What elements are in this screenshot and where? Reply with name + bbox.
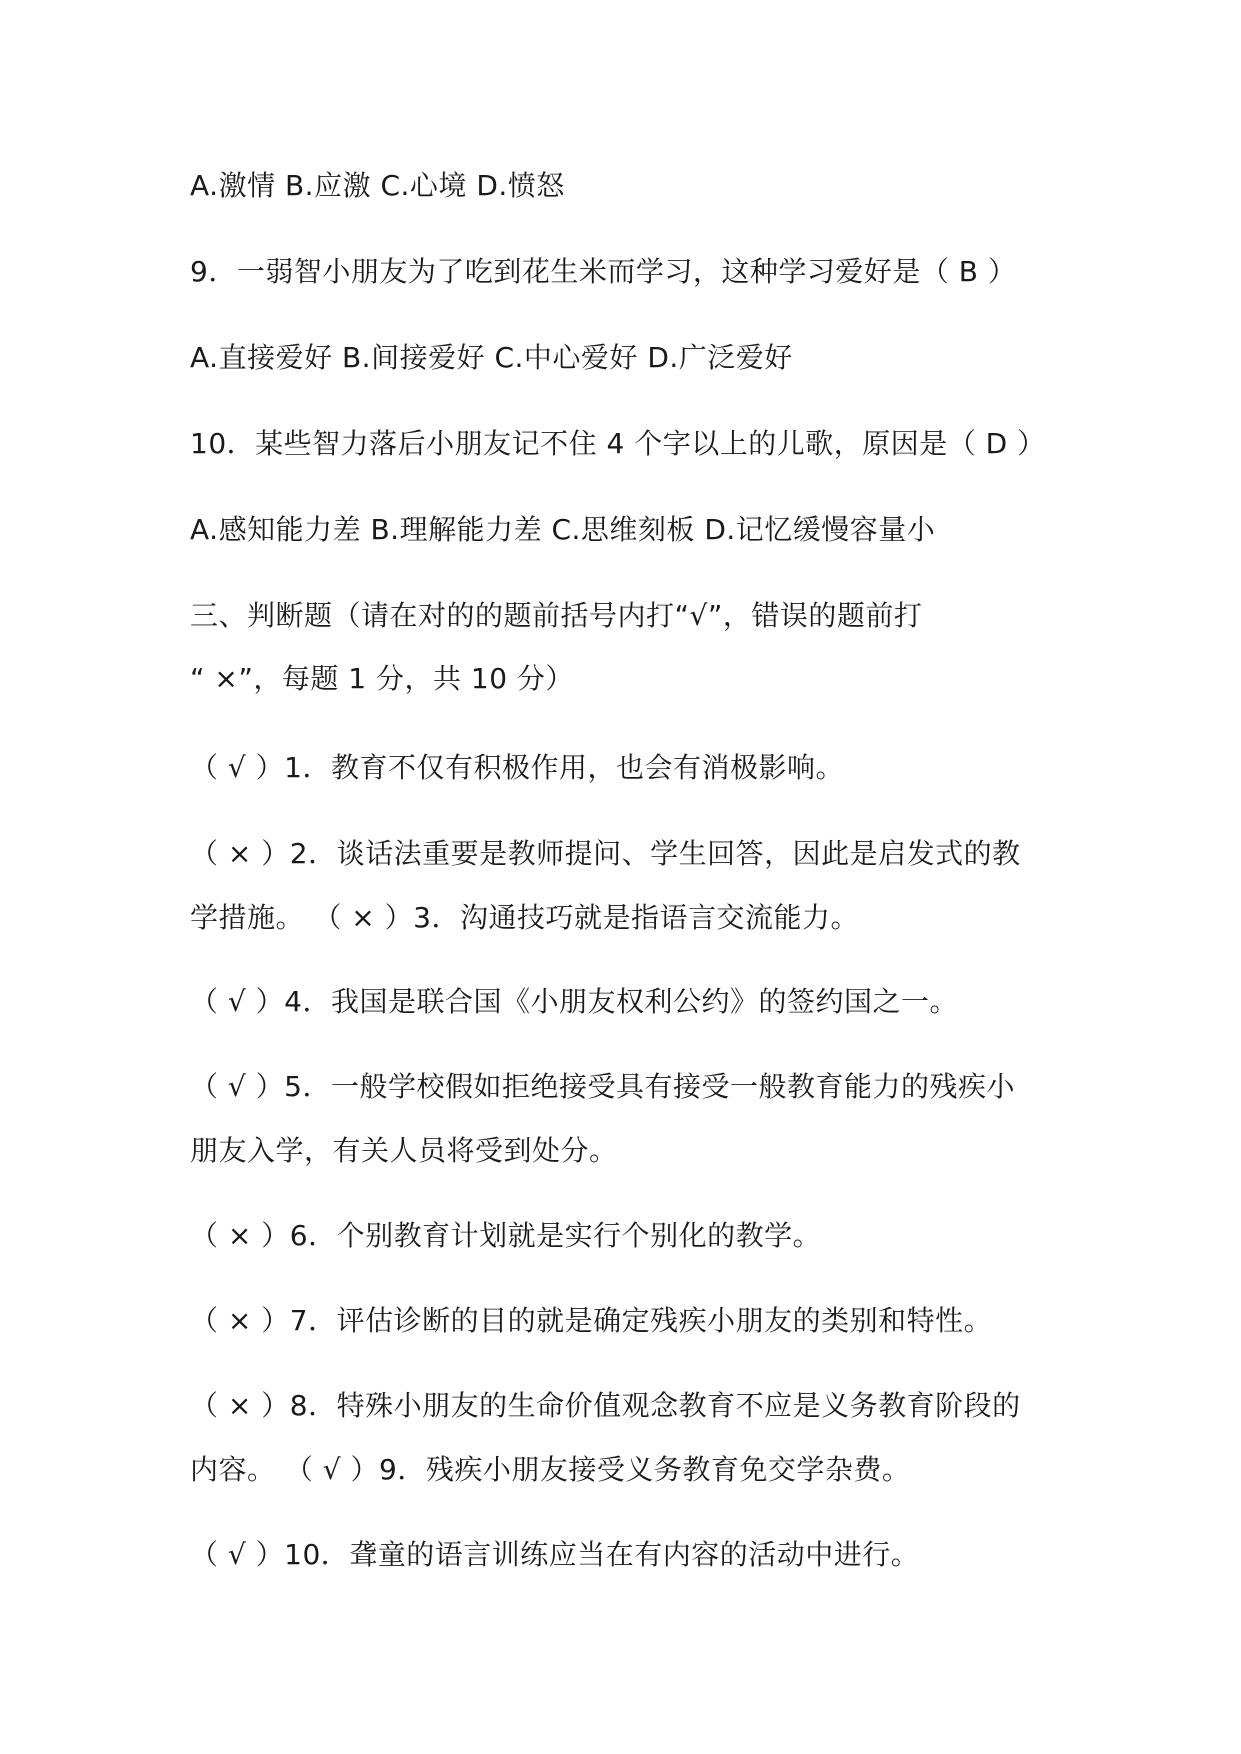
tf-item-4: （ √ ）4．我国是联合国《小朋友权利公约》的签约国之一。 [190, 985, 958, 1018]
tf-item-1: （ √ ）1．教育不仅有积极作用，也会有消极影响。 [190, 751, 844, 784]
section-3-heading: 三、判断题（请在对的的题前括号内打“√”，错误的题前打 [190, 599, 923, 632]
q9-question: 9．一弱智小朋友为了吃到花生米而学习，这种学习爱好是（ B ） [190, 255, 1017, 288]
q8-options: A.激情 B.应激 C.心境 D.愤怒 [190, 169, 565, 202]
q10-question: 10．某些智力落后小朋友记不住 4 个字以上的儿歌，原因是（ D ） [190, 427, 1046, 460]
section-3-heading-cont: “ ×”，每题 1 分，共 10 分） [190, 662, 574, 695]
tf-item-5-cont: 朋友入学，有关人员将受到处分。 [190, 1134, 618, 1167]
tf-item-5: （ √ ）5．一般学校假如拒绝接受具有接受一般教育能力的残疾小 [190, 1070, 1015, 1103]
q9-options: A.直接爱好 B.间接爱好 C.中心爱好 D.广泛爱好 [190, 341, 793, 374]
q10-options: A.感知能力差 B.理解能力差 C.思维刻板 D.记忆缓慢容量小 [190, 513, 936, 546]
tf-item-7: （ × ）7．评估诊断的目的就是确定残疾小朋友的类别和特性。 [190, 1304, 993, 1337]
tf-item-8-cont: 内容。 （ √ ）9．残疾小朋友接受义务教育免交学杂费。 [190, 1453, 911, 1486]
tf-item-8: （ × ）8．特殊小朋友的生命价值观念教育不应是义务教育阶段的 [190, 1389, 1021, 1422]
tf-item-2-cont: 学措施。 （ × ）3．沟通技巧就是指语言交流能力。 [190, 901, 859, 934]
tf-item-10: （ √ ）10．聋童的语言训练应当在有内容的活动中进行。 [190, 1538, 920, 1571]
tf-item-2: （ × ）2．谈话法重要是教师提问、学生回答，因此是启发式的教 [190, 837, 1021, 870]
tf-item-6: （ × ）6．个别教育计划就是实行个别化的教学。 [190, 1219, 822, 1252]
